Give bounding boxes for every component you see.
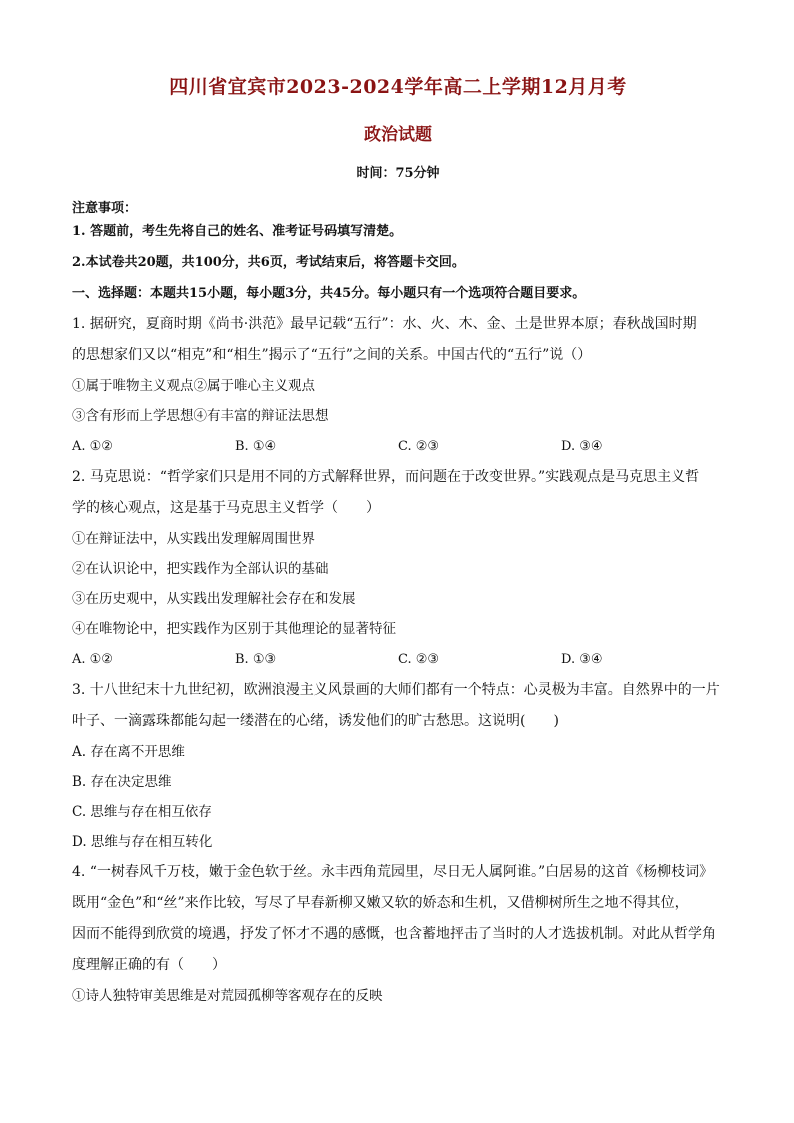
option-c: C. ②③ xyxy=(398,439,440,454)
statement-line: ④在唯物论中，把实践作为区别于其他理论的显著特征 xyxy=(72,621,396,637)
option-a: A. ①② xyxy=(72,439,113,454)
option-b: B. 存在决定思维 xyxy=(72,774,172,790)
answer-options xyxy=(72,431,724,462)
question-stem-line: 4. “一树春风千万枝，嫩于金色软于丝。永丰西角荒园里，尽日无人属阿谁。”白居易的这首《杨柳枝词》 xyxy=(72,864,714,880)
question-stem-line: 叶子、一滴露珠都能勾起一缕潜在的心绪，诱发他们的旷古愁思。这说明( ) xyxy=(72,713,559,729)
section-heading: 一、选择题：本题共15小题，每小题3分，共45分。每小题只有一个选项符合题目要求。 xyxy=(72,286,586,301)
question-stem-line: 度理解正确的有（ ） xyxy=(72,957,226,973)
statement-line: ③含有形而上学思想④有丰富的辩证法思想 xyxy=(72,408,329,424)
question-stem-line: 既用“金色”和“丝”来作比较，写尽了早春新柳又嫩又软的娇态和生机，又借柳树所生之地不得其位， xyxy=(72,895,689,911)
statement-line: ②在认识论中，把实践作为全部认识的基础 xyxy=(72,561,329,577)
question-stem-line: 因而不能得到欣赏的境遇，抒发了怀才不遇的感慨，也含蓄地抨击了当时的人才选拔机制。对此从哲学角 xyxy=(72,926,716,942)
option-a: A. 存在离不开思维 xyxy=(72,744,185,760)
notice-heading: 注意事项： xyxy=(72,201,138,216)
option-d: D. 思维与存在相互转化 xyxy=(72,834,213,850)
statement-line: ①诗人独特审美思维是对荒园孤柳等客观存在的反映 xyxy=(72,988,383,1004)
question-stem-line: 1. 据研究，夏商时期《尚书·洪范》最早记载“五行”：水、火、木、金、土是世界本原；春秋战国时期 xyxy=(72,316,697,332)
exam-title: 四川省宜宾市2023-2024学年高二上学期12月月考 xyxy=(169,76,627,98)
statement-line: ①在辩证法中，从实践出发理解周围世界 xyxy=(72,531,315,547)
option-c: C. ②③ xyxy=(398,652,440,667)
notice-item: 2.本试卷共20题，共100分，共6页，考试结束后，将答题卡交回。 xyxy=(72,255,465,270)
exam-subject: 政治试题 xyxy=(364,125,432,145)
option-c: C. 思维与存在相互依存 xyxy=(72,804,212,820)
answer-options xyxy=(72,644,724,675)
exam-time: 时间：75分钟 xyxy=(356,166,440,181)
question-stem-line: 学的核心观点，这是基于马克思主义哲学（ ） xyxy=(72,500,380,516)
question-1 xyxy=(72,309,724,462)
option-b: B. ①④ xyxy=(235,439,277,454)
question-stem-line: 3. 十八世纪末十九世纪初，欧洲浪漫主义风景画的大师们都有一个特点：心灵极为丰富。自然界中的一片 xyxy=(72,682,720,698)
option-d: D. ③④ xyxy=(561,439,603,454)
option-a: A. ①② xyxy=(72,652,113,667)
option-d: D. ③④ xyxy=(561,652,603,667)
question-2 xyxy=(72,462,724,675)
question-stem-line: 2. 马克思说：“哲学家们只是用不同的方式解释世界，而问题在于改变世界。”实践观点是马克思主义哲 xyxy=(72,469,700,485)
question-stem-line: 的思想家们又以“相克”和“相生”揭示了“五行”之间的关系。中国古代的“五行”说（） xyxy=(72,347,592,363)
question-3 xyxy=(72,675,724,857)
option-b: B. ①③ xyxy=(235,652,277,667)
statement-line: ③在历史观中，从实践出发理解社会存在和发展 xyxy=(72,591,356,607)
notice-item: 1. 答题前，考生先将自己的姓名、准考证号码填写清楚。 xyxy=(72,224,403,239)
question-4 xyxy=(72,857,724,1011)
statement-line: ①属于唯物主义观点②属于唯心主义观点 xyxy=(72,378,315,394)
